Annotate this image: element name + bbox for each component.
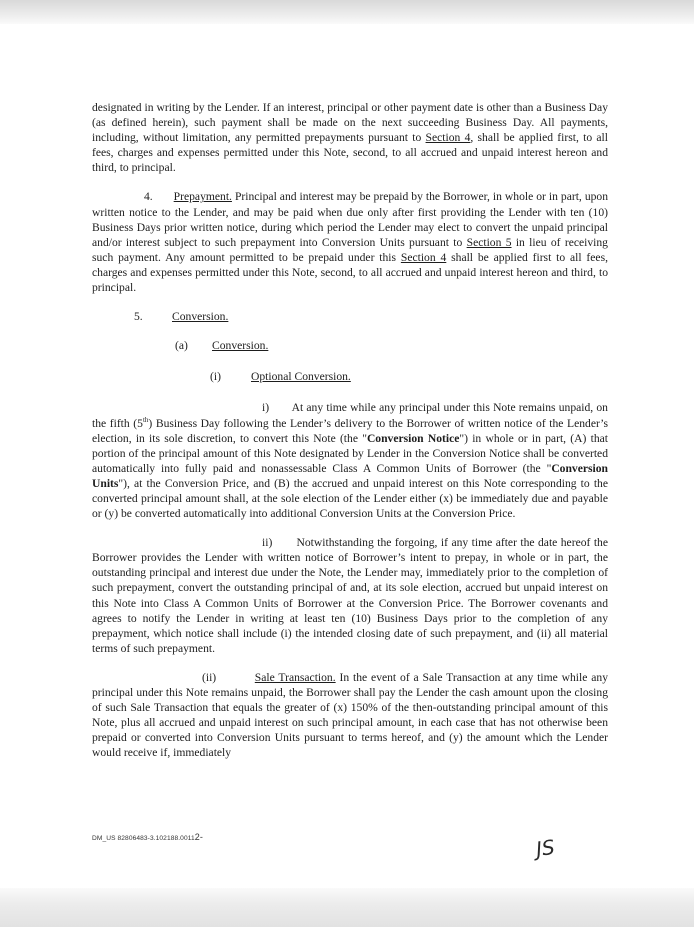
text: ) Business Day following the Lender’s delivery to the Borrower of written notice of the Lender’s election, in its sole discretion, to convert this Note (the " bbox=[92, 416, 608, 445]
section-title: Conversion. bbox=[172, 310, 229, 324]
defined-term: Conversion Notice bbox=[366, 431, 460, 445]
text: Principal and interest may be prepaid by the Borrower, in whole or in part, upon written notice to the Lender, and may be paid when due only after first providing the Lender with ten (10) Business Days prior written notice, during which period the Lender may elect to convert the unpaid principal and/or interest subject to such prepayment into Conversion Units pursuant to bbox=[92, 190, 609, 249]
section-5aii-sale-transaction bbox=[92, 670, 608, 761]
section-5-heading bbox=[92, 309, 608, 324]
subsection-title: Conversion. bbox=[212, 339, 269, 353]
text: designated in writing by the Lender. If an interest, principal or other payment date is other than a Business Day (as defined herein), such payment shall be made on the next succeeding Business Day. All payments, including, without limitation, any permitted prepayments pursuant to bbox=[92, 101, 608, 145]
section-ref: Section 5 bbox=[466, 235, 512, 249]
clause-number: ii) bbox=[262, 536, 273, 550]
section-ref: Section 4 bbox=[400, 250, 447, 264]
section-number: 4. bbox=[144, 190, 153, 204]
page-number: 2- bbox=[194, 832, 203, 842]
text: in lieu of receiving such payment. Any amount permitted to be prepaid under this bbox=[92, 235, 608, 264]
text: At any time while any principal under this Note remains unpaid, on the fifth (5 bbox=[92, 401, 608, 430]
text: ") in whole or in part, (A) that portion of the principal amount of this Note designated by Lender in the Conversion Notice shall be converted automatically into fully paid and nonassessable Class A Common Units of Borrower (the " bbox=[92, 431, 608, 475]
subsection-number: (i) bbox=[210, 370, 221, 384]
text: Notwithstanding the forgoing, if any time after the date hereof the Borrower provides the Lender with written notice of Borrower’s intent to prepay, in whole or in part, the outstanding principal and interest due under the Note, the Lender may, immediately prior to the completion of such prepayment, convert the outstanding principal of and, at its sole election, accrued but unpaid interest on this Note into Class A Common Units of Borrower at the Conversion Price. The Borrower covenants and agrees to notify the Lender in writing at least ten (10) Business Days prior to the completion of any prepayment, which notice shall include (i) the intended closing date of such prepayment, and (ii) all material terms of such prepayment. bbox=[92, 536, 608, 655]
document-page bbox=[92, 100, 608, 774]
section-title: Prepayment. bbox=[173, 190, 232, 204]
paragraph-i bbox=[92, 400, 608, 521]
text: , shall be applied first, to all fees, charges and expenses permitted under this Note, second, to all accrued and unpaid interest hereon and third, to principal. bbox=[92, 131, 608, 175]
subsection-title: Optional Conversion. bbox=[251, 370, 351, 384]
paragraph-intro bbox=[92, 100, 608, 175]
superscript: th bbox=[142, 415, 149, 424]
document-reference: DM_US 82806483-3.102188.0011 bbox=[92, 835, 195, 842]
subsection-number: (ii) bbox=[202, 670, 217, 684]
paragraph-ii bbox=[92, 535, 608, 656]
scan-edge-bottom bbox=[0, 888, 694, 927]
text: "), at the Conversion Price, and (B) the accrued and unpaid interest on this Note corresponding to the converted principal amount shall, at the sole election of the Lender either (x) be immediately due and payable or (y) be converted automatically into additional Conversion Units at the Conversion Price. bbox=[92, 476, 608, 521]
defined-term: Conversion Units bbox=[92, 461, 608, 490]
subsection-number: (a) bbox=[175, 339, 188, 353]
document-footer bbox=[92, 832, 203, 842]
section-5ai-heading bbox=[92, 369, 608, 384]
text: In the event of a Sale Transaction at any time while any principal under this Note remains unpaid, the Borrower shall pay the Lender the cash amount upon the closing of such Sale Transaction that equals the greater of (x) 150% of the then-outstanding principal amount of this Note, plus all accrued and unpaid interest on such principal amount, in each case that has not otherwise been prepaid or converted into Conversion Units pursuant to terms hereof, and (y) the amount which the Lender would receive if, immediately bbox=[92, 670, 608, 760]
handwritten-initials: JS bbox=[534, 834, 557, 862]
clause-number: i) bbox=[262, 401, 270, 415]
section-5a-heading bbox=[92, 338, 608, 353]
subsection-title: Sale Transaction. bbox=[254, 670, 336, 684]
scan-edge-top bbox=[0, 0, 694, 24]
section-number: 5. bbox=[134, 310, 143, 324]
section-ref: Section 4 bbox=[425, 131, 471, 145]
text: shall be applied first to all fees, charges and expenses permitted under this Note, second, to all accrued and unpaid interest hereon and third, to principal. bbox=[92, 250, 608, 295]
section-4-prepayment bbox=[92, 189, 608, 295]
